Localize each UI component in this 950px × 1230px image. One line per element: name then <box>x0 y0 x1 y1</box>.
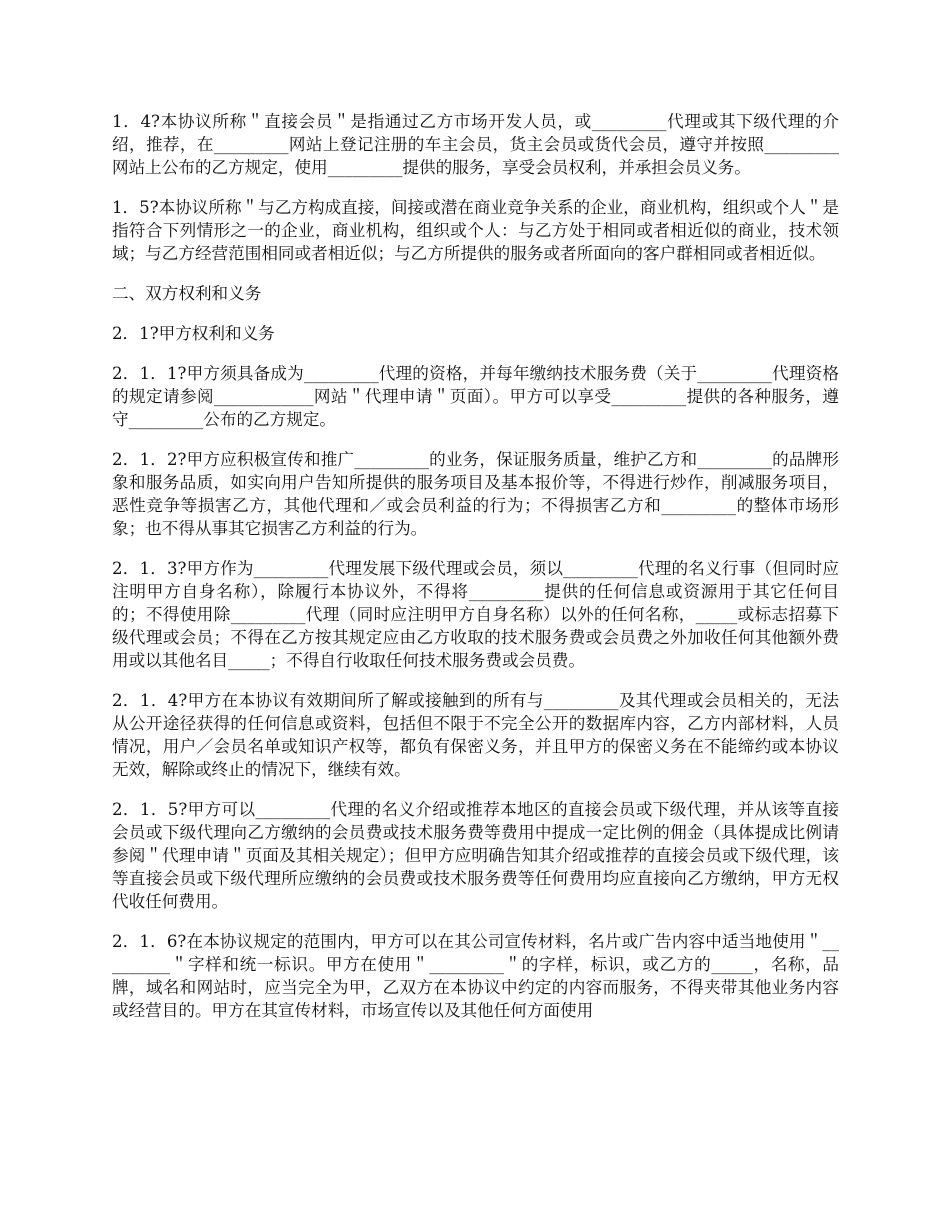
clause-2-1-1: 2．1．1?甲方须具备成为_________代理的资格，并每年缴纳技术服务费（关于_________代理资格的规定请参阅____________网站＂代理申请＂页面）。甲方可以享受_________提供的各种服务，遵守_________公布的乙方规定。 <box>112 364 839 429</box>
clause-1-5: 1．5?本协议所称＂与乙方构成直接，间接或潜在商业竞争关系的企业，商业机构，组织或个人＂是指符合下列情形之一的企业，商业机构，组织或个人：与乙方处于相同或者相近似的商业，技术领域；与乙方经营范围相同或者相近似；与乙方所提供的服务或者所面向的客户群相同或者相近似。 <box>112 198 839 263</box>
document-body <box>112 110 839 1039</box>
clause-2-1-5: 2．1．5?甲方可以_________代理的名义介绍或推荐本地区的直接会员或下级代理，并从该等直接会员或下级代理向乙方缴纳的会员费或技术服务费等费用中提成一定比例的佣金（具体提成比例请参阅＂代理申请＂页面及其相关规定）；但甲方应明确告知其介绍或推荐的直接会员或下级代理，该等直接会员或下级代理所应缴纳的会员费或技术服务费等任何费用均应直接向乙方缴纳，甲方无权代收任何费用。 <box>112 800 839 911</box>
section-heading-rights-obligations: 二、双方权利和义务 <box>112 284 262 303</box>
clause-1-4: 1．4?本协议所称＂直接会员＂是指通过乙方市场开发人员，或_________代理或其下级代理的介绍，推荐，在_________网站上登记注册的车主会员，货主会员或货代会员，遵守并按照_________网站上公布的乙方规定，使用_________提供的服务，享受会员权利，并承担会员义务。 <box>112 112 839 177</box>
clause-2-1-2: 2．1．2?甲方应积极宣传和推广_________的业务，保证服务质量，维护乙方和_________的品牌形象和服务品质，如实向用户告知所提供的服务项目及基本报价等，不得进行炒作，削减服务项目，恶性竞争等损害乙方，其他代理和／或会员利益的行为；不得损害乙方和_________的整体市场形象；也不得从事其它损害乙方利益的行为。 <box>112 450 839 538</box>
clause-2-1-3: 2．1．3?甲方作为_________代理发展下级代理或会员，须以_________代理的名义行事（但同时应注明甲方自身名称），除履行本协议外，不得将_________提供的任何信息或资源用于其它任何目的；不得使用除_________代理（同时应注明甲方自身名称）以外的任何名称，_____或标志招募下级代理或会员；不得在乙方按其规定应由乙方收取的技术服务费或会员费之外加收任何其他额外费用或以其他名目_____；不得自行收取任何技术服务费或会员费。 <box>112 559 839 670</box>
clause-2-1-4: 2．1．4?甲方在本协议有效期间所了解或接触到的所有与_________及其代理或会员相关的，无法从公开途径获得的任何信息或资料，包括但不限于不完全公开的数据库内容，乙方内部材料，人员情况，用户／会员名单或知识产权等，都负有保密义务，并且甲方的保密义务在不能缔约或本协议无效，解除或终止的情况下，继续有效。 <box>112 691 839 779</box>
clause-2-1-6: 2．1．6?在本协议规定的范围内，甲方可以在其公司宣传材料，名片或广告内容中适当地使用＂_________＂字样和统一标识。甲方在使用＂_________＂的字样，标识，或乙方的_____，名称，品牌，域名和网站时，应当完全为甲，乙双方在本协议中约定的内容而服务，不得夹带其他业务内容或经营目的。甲方在其宣传材料，市场宣传以及其他任何方面使用 <box>112 932 839 1020</box>
subsection-heading-party-a: 2．1?甲方权利和义务 <box>112 324 275 343</box>
